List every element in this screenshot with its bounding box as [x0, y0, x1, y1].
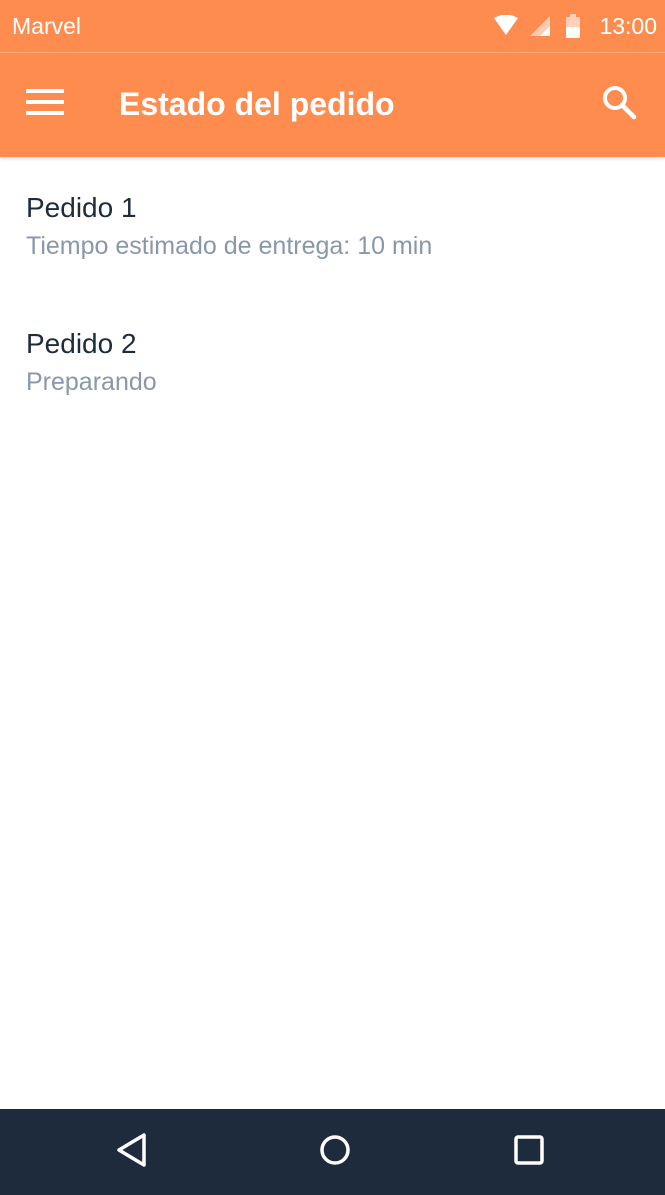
back-button[interactable]	[110, 1130, 154, 1174]
order-status-text: Preparando	[26, 368, 157, 396]
carrier-label: Marvel	[12, 13, 82, 39]
home-icon	[318, 1133, 352, 1172]
recents-icon	[513, 1134, 545, 1171]
order-title: Pedido 1	[26, 192, 137, 223]
back-icon	[115, 1132, 149, 1173]
status-time: 13:00	[599, 13, 657, 39]
cell-signal-icon	[529, 15, 551, 37]
search-icon	[601, 84, 637, 125]
order-title: Pedido 2	[26, 328, 137, 359]
menu-icon	[26, 87, 66, 122]
status-bar	[0, 0, 665, 52]
status-bar-divider	[0, 52, 665, 53]
wifi-icon	[493, 15, 519, 37]
app-bar	[0, 52, 665, 157]
order-item-1[interactable]	[0, 157, 665, 293]
order-item-2[interactable]	[0, 293, 665, 429]
battery-icon	[565, 13, 581, 39]
recents-button[interactable]	[507, 1130, 551, 1174]
order-status-text: Tiempo estimado de entrega: 10 min	[26, 232, 433, 260]
search-button[interactable]	[597, 82, 641, 126]
status-icons	[493, 10, 657, 42]
system-nav-bar	[0, 1109, 665, 1195]
page-title: Estado del pedido	[119, 86, 395, 122]
home-button[interactable]	[313, 1130, 357, 1174]
menu-button[interactable]	[26, 80, 86, 128]
